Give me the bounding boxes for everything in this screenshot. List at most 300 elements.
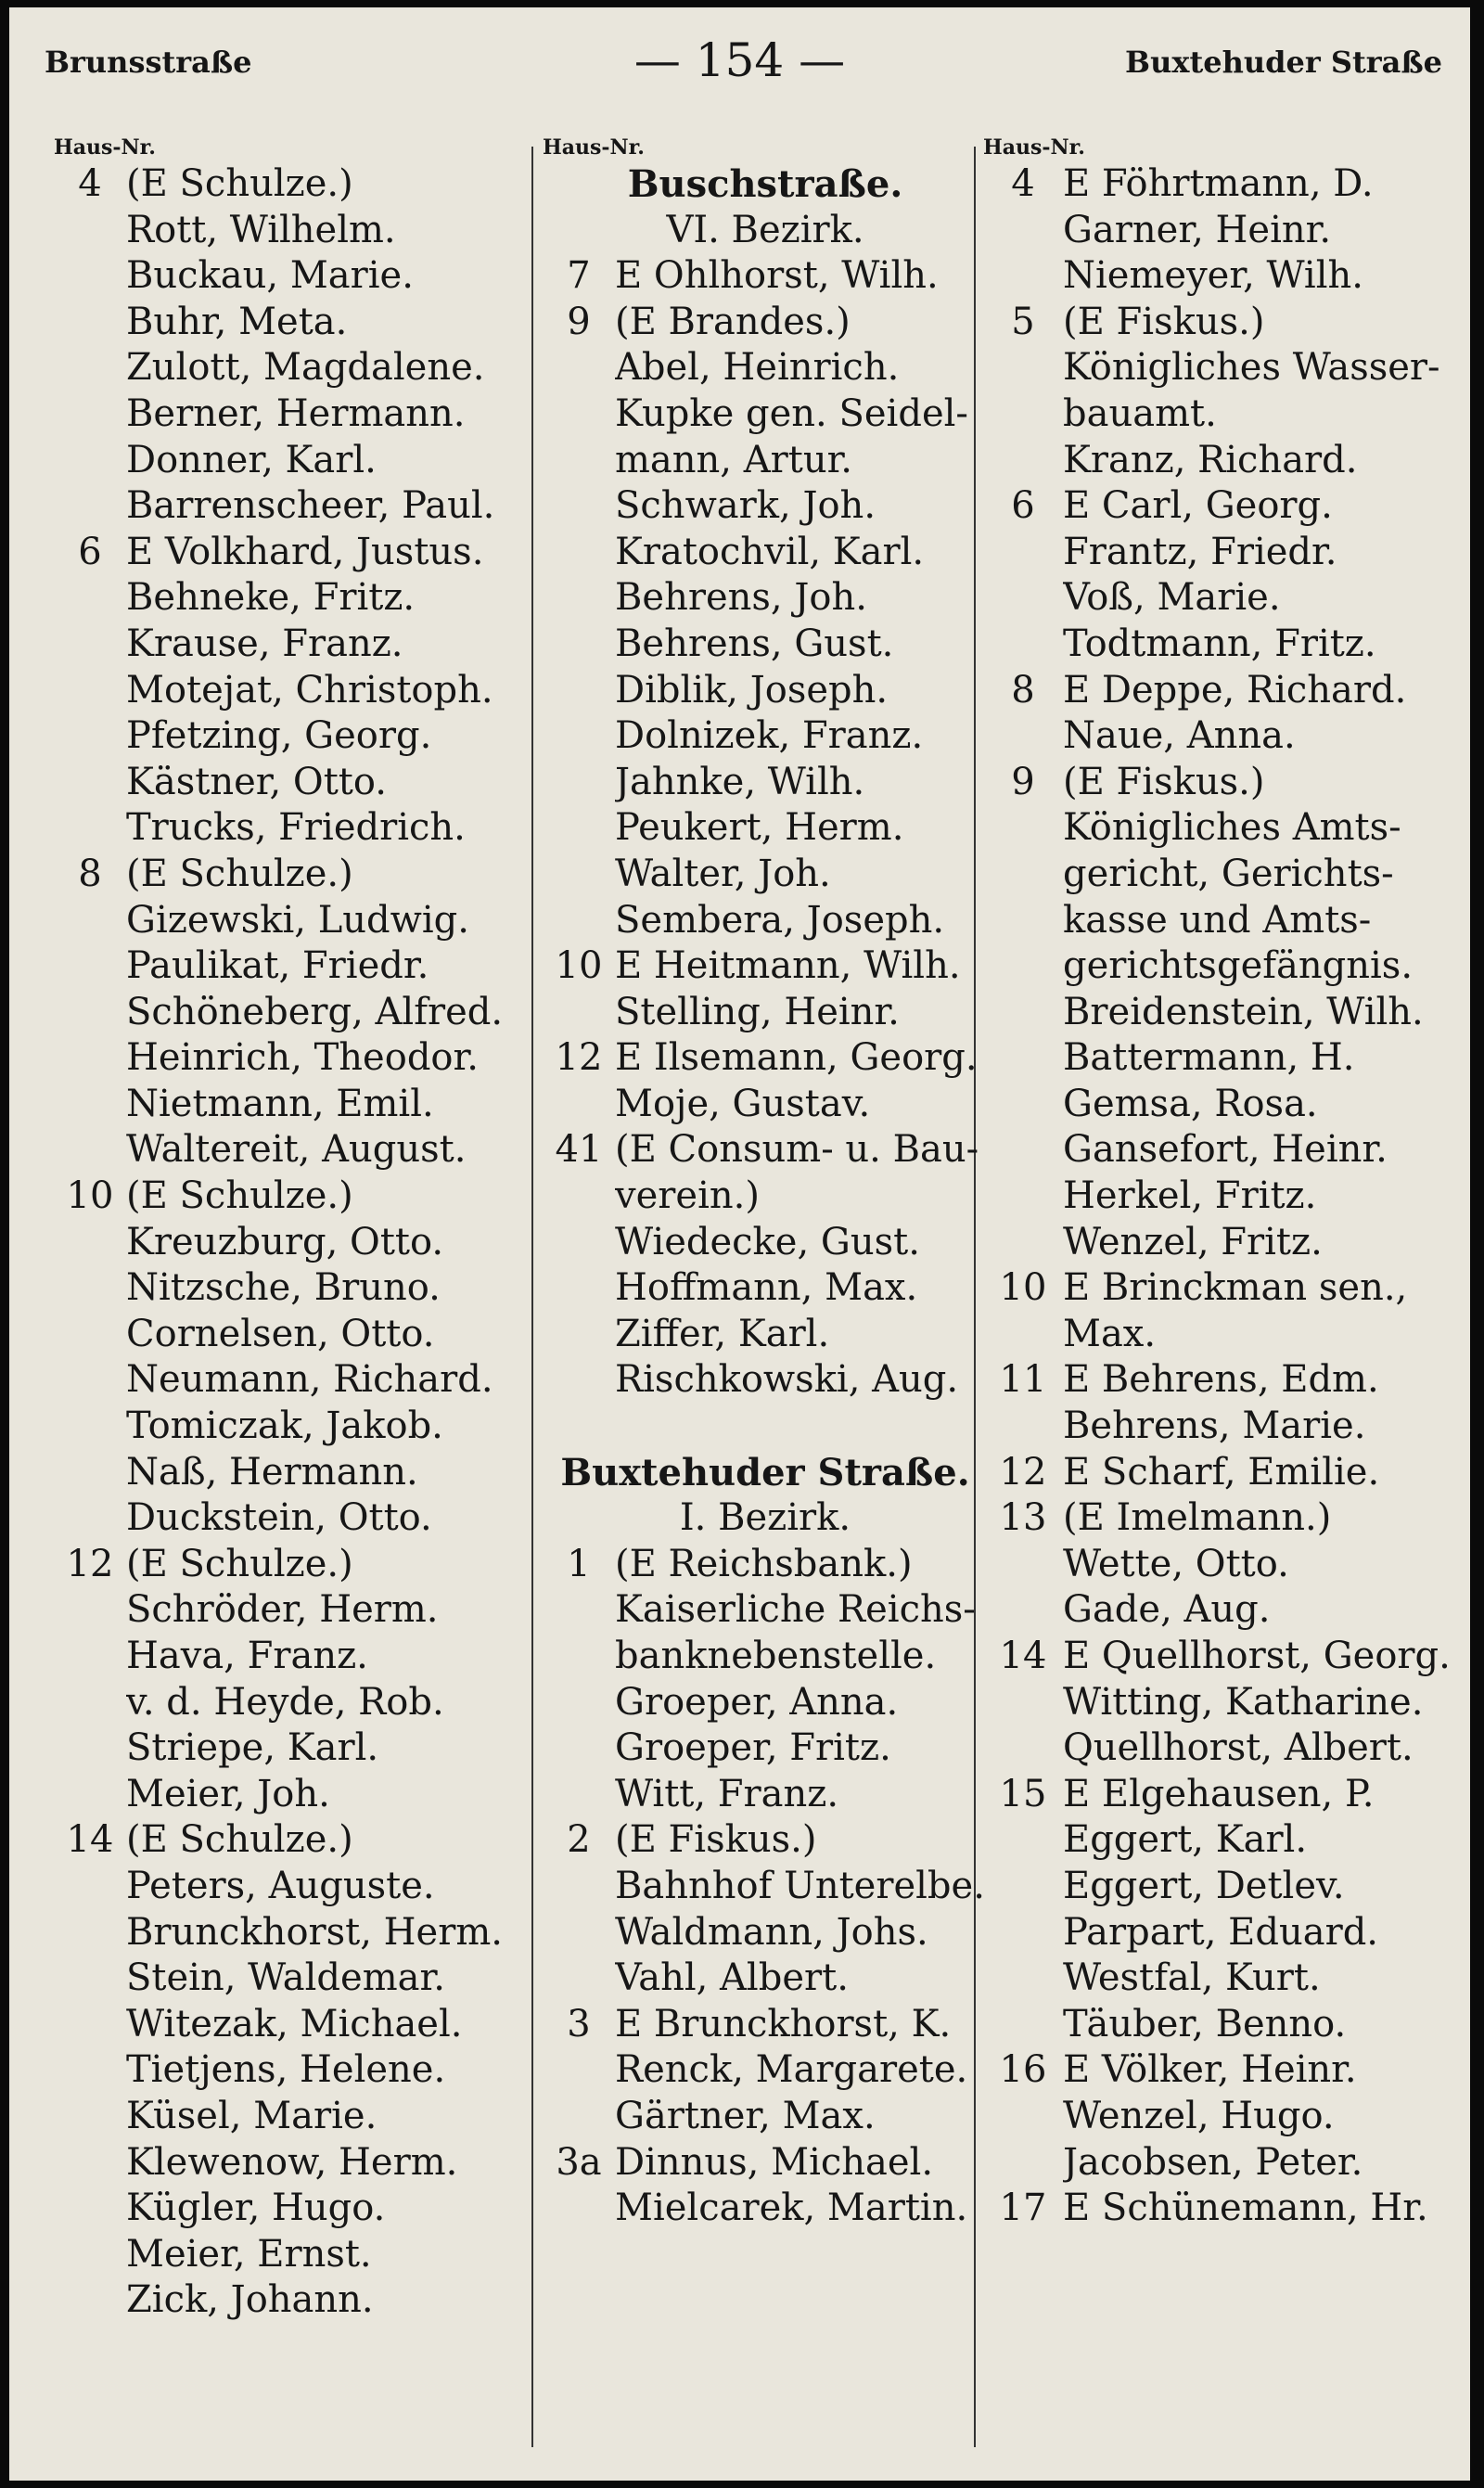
house-number (54, 760, 126, 806)
house-number (54, 1035, 126, 1082)
resident-name: Wenzel, Fritz. (1063, 1220, 1323, 1263)
house-number (54, 253, 126, 300)
house-number (983, 1864, 1063, 1910)
resident-name: (E Consum- u. Bau- (615, 1128, 979, 1172)
house-number (543, 1680, 615, 1726)
house-number: 2 (567, 1818, 591, 1862)
house-number (983, 943, 1063, 990)
resident-name: Schröder, Herm. (126, 1588, 439, 1632)
directory-entry (54, 1312, 536, 1358)
house-number (54, 438, 126, 484)
running-header-right: Buxtehuder Straße (1125, 45, 1442, 80)
resident-name: E Schünemann, Hr. (1063, 2187, 1428, 2230)
resident-name: Jacobsen, Peter. (1063, 2140, 1363, 2184)
directory-entry (54, 1127, 536, 1173)
house-number: 13 (999, 1496, 1047, 1540)
directory-entry (54, 2277, 536, 2324)
house-number (543, 990, 615, 1036)
house-number (543, 1173, 615, 1220)
directory-entry (983, 2002, 1452, 2048)
directory-entry (54, 1542, 536, 1588)
directory-entry (543, 1910, 988, 1956)
resident-name: Meier, Ernst. (126, 2232, 372, 2276)
directory-entry (983, 898, 1452, 944)
directory-entry (983, 1542, 1452, 1588)
house-number (543, 852, 615, 898)
resident-name: E Völker, Heinr. (1063, 2048, 1357, 2092)
house-number (543, 1772, 615, 1818)
resident-name: Witt, Franz. (615, 1772, 839, 1815)
directory-entry (983, 1312, 1452, 1358)
resident-name: Peters, Auguste. (126, 1864, 435, 1907)
resident-name: E Ohlhorst, Wilh. (615, 254, 939, 298)
directory-entry (54, 805, 536, 852)
spacer (543, 1404, 988, 1450)
house-number (983, 208, 1063, 254)
house-number (983, 713, 1063, 760)
house-number (983, 2140, 1063, 2187)
house-number (54, 1680, 126, 1726)
directory-entry (543, 990, 988, 1036)
directory-entry (983, 852, 1452, 898)
house-number (54, 1312, 126, 1358)
directory-entry (54, 2140, 536, 2187)
directory-entry (54, 575, 536, 622)
directory-entry (54, 483, 536, 530)
house-number (543, 391, 615, 438)
resident-name: E Volkhard, Justus. (126, 530, 484, 573)
house-number: 16 (999, 2048, 1047, 2092)
house-number (543, 1587, 615, 1634)
directory-entry (983, 1587, 1452, 1634)
resident-name: Parpart, Eduard. (1063, 1910, 1379, 1954)
directory-entry (983, 1817, 1452, 1864)
house-number (543, 1956, 615, 2002)
resident-name: banknebenstelle. (615, 1635, 937, 1677)
directory-entry (983, 2186, 1452, 2232)
street-heading (543, 1450, 988, 1496)
house-number: 41 (555, 1128, 603, 1172)
directory-entry (543, 300, 988, 346)
resident-name: Kaiserliche Reichs- (615, 1588, 976, 1632)
house-number (543, 575, 615, 622)
house-number (543, 1910, 615, 1956)
resident-name: Renck, Margarete. (615, 2048, 968, 2092)
resident-name: Pfetzing, Georg. (126, 714, 432, 758)
house-number (54, 2002, 126, 2048)
directory-entry (543, 2186, 988, 2232)
resident-name: Behrens, Gust. (615, 622, 894, 665)
house-number: 12 (555, 1036, 603, 1080)
resident-name: Nietmann, Emil. (126, 1082, 434, 1125)
house-number: 12 (66, 1542, 114, 1585)
resident-name: Breidenstein, Wilh. (1063, 990, 1424, 1033)
resident-name: E Ilsemann, Georg. (615, 1036, 978, 1080)
house-number: 15 (999, 1772, 1047, 1815)
resident-name: verein.) (615, 1174, 760, 1218)
directory-entry (543, 1127, 988, 1173)
directory-entry (543, 1542, 988, 1588)
house-number (543, 668, 615, 714)
house-number (543, 483, 615, 530)
house-number (983, 1035, 1063, 1082)
directory-entry (543, 1817, 988, 1864)
directory-entry (983, 530, 1452, 576)
house-number: 11 (999, 1358, 1047, 1402)
directory-entry (54, 622, 536, 668)
directory-entry (983, 1035, 1452, 1082)
house-number (983, 530, 1063, 576)
house-number (983, 391, 1063, 438)
house-number (983, 1312, 1063, 1358)
house-number (54, 2232, 126, 2278)
resident-name: E Brunckhorst, K. (615, 2002, 952, 2046)
resident-name: Buhr, Meta. (126, 300, 348, 343)
resident-name: Königliches Amts- (1063, 806, 1401, 850)
directory-entry (54, 2094, 536, 2140)
directory-entry (983, 1772, 1452, 1818)
house-number (983, 622, 1063, 668)
resident-name: Trucks, Friedrich. (126, 806, 466, 850)
resident-name: Waldmann, Johs. (615, 1910, 928, 1954)
resident-name: E Behrens, Edm. (1063, 1358, 1379, 1402)
directory-page (9, 7, 1470, 2481)
house-number (54, 1082, 126, 1128)
house-number (54, 898, 126, 944)
house-number: 9 (567, 300, 591, 343)
resident-name: Diblik, Joseph. (615, 668, 889, 712)
resident-name: Wenzel, Hugo. (1063, 2094, 1335, 2137)
resident-name: Cornelsen, Otto. (126, 1312, 435, 1355)
house-number (983, 1082, 1063, 1128)
house-number (543, 898, 615, 944)
directory-entry (543, 1173, 988, 1220)
house-number-label: Haus-Nr. (543, 135, 645, 160)
directory-entry (983, 208, 1452, 254)
house-number: 3a (556, 2140, 602, 2184)
house-number (54, 483, 126, 530)
house-number (54, 391, 126, 438)
resident-name: (E Fiskus.) (1063, 300, 1265, 343)
house-number (543, 805, 615, 852)
house-number: 8 (1011, 668, 1035, 712)
resident-name: Garner, Heinr. (1063, 208, 1332, 251)
house-number (543, 1312, 615, 1358)
resident-name: Buckau, Marie. (126, 254, 414, 298)
resident-name: Todtmann, Fritz. (1063, 622, 1376, 665)
house-number (54, 1725, 126, 1772)
house-number (983, 438, 1063, 484)
resident-name: E Brinckman sen., (1063, 1266, 1408, 1310)
directory-entry (54, 1864, 536, 1910)
directory-entry (983, 713, 1452, 760)
directory-entry (543, 2047, 988, 2094)
directory-entry (983, 805, 1452, 852)
resident-name: mann, Artur. (615, 438, 853, 481)
house-number (54, 1220, 126, 1266)
resident-name: Behrens, Joh. (615, 576, 867, 620)
directory-entry (983, 1082, 1452, 1128)
resident-name: Gemsa, Rosa. (1063, 1082, 1318, 1125)
house-number: 4 (78, 162, 102, 205)
house-number (983, 1910, 1063, 1956)
directory-entry (543, 1680, 988, 1726)
resident-name: Wette, Otto. (1063, 1542, 1289, 1585)
page-number: — 154 — (633, 33, 846, 87)
resident-name: E Föhrtmann, D. (1063, 162, 1374, 205)
house-number (54, 345, 126, 391)
directory-entry (983, 1450, 1452, 1496)
resident-name: (E Schulze.) (126, 852, 353, 895)
resident-name: Eggert, Karl. (1063, 1818, 1308, 1862)
column-3 (983, 137, 1452, 2232)
resident-name: Königliches Wasser- (1063, 346, 1440, 390)
directory-entry (543, 2140, 988, 2187)
running-header-left: Brunsstraße (45, 45, 252, 80)
house-number (983, 345, 1063, 391)
house-number: 10 (66, 1174, 114, 1218)
directory-entry (543, 852, 988, 898)
house-number (54, 622, 126, 668)
directory-entry (983, 483, 1452, 530)
directory-entry (983, 438, 1452, 484)
directory-entry (543, 1725, 988, 1772)
directory-entry (543, 1312, 988, 1358)
house-number (983, 990, 1063, 1036)
house-number (543, 1634, 615, 1680)
resident-name: Kratochvil, Karl. (615, 530, 925, 573)
directory-entry (54, 1265, 536, 1312)
directory-entry (543, 713, 988, 760)
directory-entry (543, 2094, 988, 2140)
resident-name: Kügler, Hugo. (126, 2187, 386, 2230)
directory-entry (54, 345, 536, 391)
directory-entry (54, 1035, 536, 1082)
resident-name: Max. (1063, 1312, 1157, 1355)
resident-name: (E Schulze.) (126, 1818, 353, 1862)
house-number (983, 575, 1063, 622)
resident-name: Kästner, Otto. (126, 760, 387, 803)
house-number (983, 253, 1063, 300)
directory-entry (54, 1495, 536, 1542)
resident-name: Behrens, Marie. (1063, 1404, 1366, 1448)
house-number (54, 1587, 126, 1634)
resident-name: Schwark, Joh. (615, 484, 876, 528)
resident-name: Vahl, Albert. (615, 1956, 849, 2000)
resident-name: Berner, Hermann. (126, 391, 466, 435)
resident-name: Tietjens, Helene. (126, 2048, 446, 2092)
resident-name: Gansefort, Heinr. (1063, 1128, 1388, 1172)
directory-entry (54, 253, 536, 300)
resident-name: Mielcarek, Martin. (615, 2187, 968, 2230)
house-number (54, 1265, 126, 1312)
directory-entry (54, 1220, 536, 1266)
resident-name: Donner, Karl. (126, 438, 377, 481)
directory-entry (543, 1265, 988, 1312)
resident-name: gericht, Gerichts- (1063, 852, 1394, 895)
directory-entry (54, 898, 536, 944)
resident-name: Walter, Joh. (615, 852, 831, 895)
house-number (543, 713, 615, 760)
directory-entry (543, 575, 988, 622)
directory-entry (543, 345, 988, 391)
house-number (54, 805, 126, 852)
directory-entry (54, 1725, 536, 1772)
house-number (983, 1680, 1063, 1726)
directory-entry (983, 1357, 1452, 1404)
directory-entry (543, 943, 988, 990)
house-number (543, 2047, 615, 2094)
directory-entry (54, 1634, 536, 1680)
house-number: 10 (555, 944, 603, 988)
directory-entry (54, 2232, 536, 2278)
house-number (54, 208, 126, 254)
directory-entry (983, 1265, 1452, 1312)
resident-name: Battermann, H. (1063, 1036, 1355, 1080)
house-number (543, 345, 615, 391)
house-number (543, 1082, 615, 1128)
directory-entry (543, 1956, 988, 2002)
resident-name: Dolnizek, Franz. (615, 714, 924, 758)
house-number (983, 1127, 1063, 1173)
resident-name: Niemeyer, Wilh. (1063, 254, 1363, 298)
resident-name: (E Fiskus.) (615, 1818, 817, 1862)
resident-name: (E Brandes.) (615, 300, 851, 343)
resident-name: Voß, Marie. (1063, 576, 1281, 620)
resident-name: Neumann, Richard. (126, 1358, 493, 1402)
resident-name: Wiedecke, Gust. (615, 1220, 920, 1263)
resident-name: Heinrich, Theodor. (126, 1036, 479, 1080)
resident-name: Frantz, Friedr. (1063, 530, 1337, 573)
house-number: 14 (999, 1635, 1047, 1677)
directory-entry (983, 622, 1452, 668)
directory-entry (54, 1910, 536, 1956)
resident-name: E Deppe, Richard. (1063, 668, 1407, 712)
resident-name: Moje, Gustav. (615, 1082, 871, 1125)
directory-entry (543, 391, 988, 438)
directory-entry (54, 1587, 536, 1634)
house-number (54, 713, 126, 760)
resident-name: Witezak, Michael. (126, 2002, 463, 2046)
directory-entry (983, 345, 1452, 391)
house-number (983, 898, 1063, 944)
directory-entry (54, 438, 536, 484)
directory-entry (54, 2002, 536, 2048)
house-number: 12 (999, 1450, 1047, 1494)
house-number (543, 2094, 615, 2140)
house-number (543, 1265, 615, 1312)
resident-name: E Elgehausen, P. (1063, 1772, 1375, 1815)
directory-entry (54, 943, 536, 990)
house-number: 17 (999, 2187, 1047, 2230)
directory-entry (54, 1450, 536, 1496)
house-number: 7 (567, 254, 591, 298)
directory-entry (54, 300, 536, 346)
house-number (54, 300, 126, 346)
resident-name: E Quellhorst, Georg. (1063, 1635, 1451, 1677)
directory-entry (543, 438, 988, 484)
directory-entry (983, 668, 1452, 714)
column-2 (543, 137, 988, 2232)
directory-entry (543, 668, 988, 714)
directory-entry (983, 2094, 1452, 2140)
house-number (54, 668, 126, 714)
resident-name: Motejat, Christoph. (126, 668, 493, 712)
house-number (54, 575, 126, 622)
house-number (54, 1127, 126, 1173)
directory-entry (543, 253, 988, 300)
house-number (983, 1956, 1063, 2002)
resident-name: Abel, Heinrich. (615, 346, 900, 390)
resident-name: Behneke, Fritz. (126, 576, 416, 620)
house-number (543, 1357, 615, 1404)
resident-name: Zick, Johann. (126, 2278, 374, 2322)
directory-entry (543, 1772, 988, 1818)
house-number (54, 1634, 126, 1680)
directory-entry (983, 2047, 1452, 2094)
house-number (543, 1864, 615, 1910)
resident-name: gerichtsgefängnis. (1063, 944, 1414, 988)
directory-entry (983, 1404, 1452, 1450)
house-number: 1 (567, 1542, 591, 1585)
resident-name: Ziffer, Karl. (615, 1312, 830, 1355)
directory-entry (543, 1220, 988, 1266)
house-number (543, 2186, 615, 2232)
resident-name: Nitzsche, Bruno. (126, 1266, 441, 1310)
directory-entry (983, 1495, 1452, 1542)
house-number: 10 (999, 1266, 1047, 1310)
directory-entry (54, 391, 536, 438)
directory-entry (54, 1357, 536, 1404)
resident-name: Brunckhorst, Herm. (126, 1910, 503, 1954)
resident-name: Täuber, Benno. (1063, 2002, 1347, 2046)
house-number (54, 2094, 126, 2140)
house-number (54, 1495, 126, 1542)
house-number (54, 1404, 126, 1450)
column-1 (54, 137, 536, 2324)
resident-name: Rischkowski, Aug. (615, 1358, 959, 1402)
resident-name: E Carl, Georg. (1063, 484, 1333, 528)
directory-entry (983, 1956, 1452, 2002)
house-number (983, 1817, 1063, 1864)
directory-entry (543, 622, 988, 668)
resident-name: E Scharf, Emilie. (1063, 1450, 1380, 1494)
house-number (54, 2047, 126, 2094)
directory-entry (54, 852, 536, 898)
resident-name: Gade, Aug. (1063, 1588, 1271, 1632)
directory-entry (54, 1817, 536, 1864)
house-number (543, 438, 615, 484)
directory-entry (54, 530, 536, 576)
street-name: Buxtehuder Straße. (560, 1450, 970, 1494)
directory-entry (54, 1680, 536, 1726)
resident-name: (E Reichsbank.) (615, 1542, 913, 1585)
directory-entry (983, 990, 1452, 1036)
resident-name: Zulott, Magdalene. (126, 346, 485, 390)
house-number (54, 2186, 126, 2232)
resident-name: Hoffmann, Max. (615, 1266, 918, 1310)
resident-name: Krause, Franz. (126, 622, 403, 665)
resident-name: (E Schulze.) (126, 162, 353, 205)
house-number (983, 1725, 1063, 1772)
directory-entry (983, 1173, 1452, 1220)
directory-entry (983, 1725, 1452, 1772)
house-number (54, 2277, 126, 2324)
resident-name: Klewenow, Herm. (126, 2140, 458, 2184)
directory-entry (54, 760, 536, 806)
house-number: 3 (567, 2002, 591, 2046)
house-number (983, 2094, 1063, 2140)
